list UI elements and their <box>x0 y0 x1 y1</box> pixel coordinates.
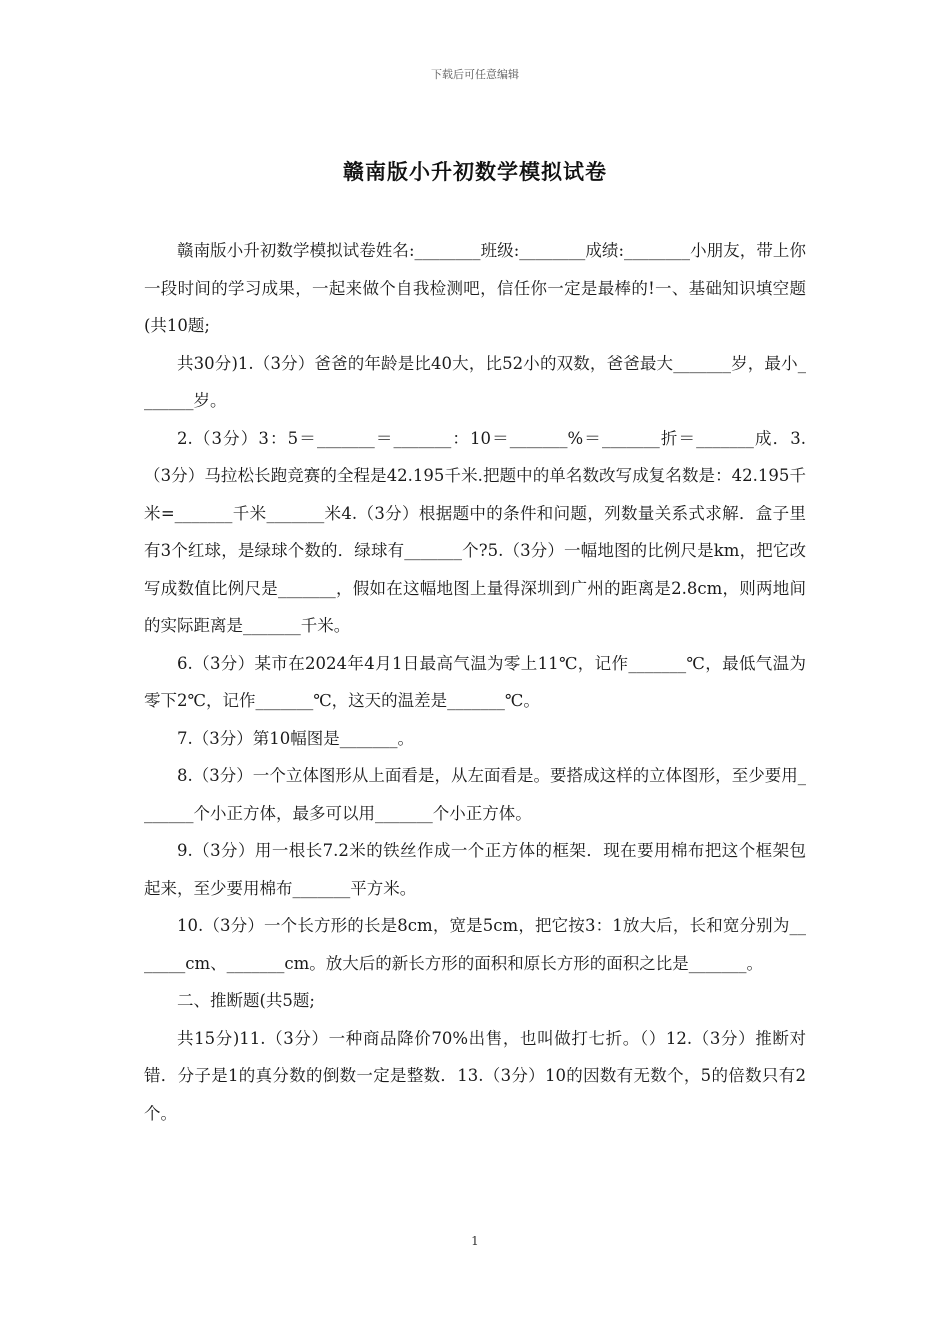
header-note: 下载后可任意编辑 <box>431 68 519 81</box>
document-body <box>144 232 806 1132</box>
section-heading-judgment: 二、推断题(共5题; <box>177 991 315 1010</box>
page-number: 1 <box>471 1234 479 1248</box>
paragraph-q7: 7.（3分）第10幅图是_______。 <box>177 728 414 748</box>
paragraph-q2-q5: 2.（3分）3：5＝_______＝_______：10＝_______%＝_______折＝_______成．3.（3分）马拉松长跑竞赛的全程是42.195千米.把题中的单名数改写成复名数是：42.195千米=_______千米_______米4.（3分）根据题中的条件和问题，列数量关系式求解．盒子里有3个红球，是绿球个数的．绿球有_______个?5.（3分）一幅地图的比例尺是km，把它改写成数值比例尺是_______，假如在这幅地图上量得深圳到广州的距离是2.8cm，则两地间的实际距离是_______千米。 <box>144 428 806 635</box>
paragraph-q9: 9.（3分）用一根长7.2米的铁丝作成一个正方体的框架．现在要用棉布把这个框架包起来，至少要用棉布_______平方米。 <box>144 841 806 898</box>
paragraph-q8: 8.（3分）一个立体图形从上面看是，从左面看是。要搭成这样的立体图形，至少要用_______个小正方体，最多可以用_______个小正方体。 <box>144 766 806 823</box>
paragraph-q11-q13: 共15分)11.（3分）一种商品降价70%出售，也叫做打七折。（）12.（3分）推断对错．分子是1的真分数的倒数一定是整数．13.（3分）10的因数有无数个，5的倍数只有2个。 <box>144 1028 806 1123</box>
paragraph-q6: 6.（3分）某市在2024年4月1日最高气温为零上11℃，记作_______℃，最低气温为零下2℃，记作_______℃，这天的温差是_______℃。 <box>144 653 806 710</box>
paragraph-q1: 共30分)1.（3分）爸爸的年龄是比40大，比52小的双数，爸爸最大_______岁，最小_______岁。 <box>144 353 806 410</box>
document-title: 赣南版小升初数学模拟试卷 <box>343 159 607 184</box>
paragraph-q10: 10.（3分）一个长方形的长是8cm，宽是5cm，把它按3：1放大后，长和宽分别为_______cm、_______cm。放大后的新长方形的面积和原长方形的面积之比是_______。 <box>144 916 806 973</box>
paragraph-intro: 赣南版小升初数学模拟试卷姓名:________班级:________成绩:________小朋友，带上你一段时间的学习成果，一起来做个自我检测吧，信任你一定是最棒的!一、基础知识填空题(共10题; <box>144 241 806 335</box>
